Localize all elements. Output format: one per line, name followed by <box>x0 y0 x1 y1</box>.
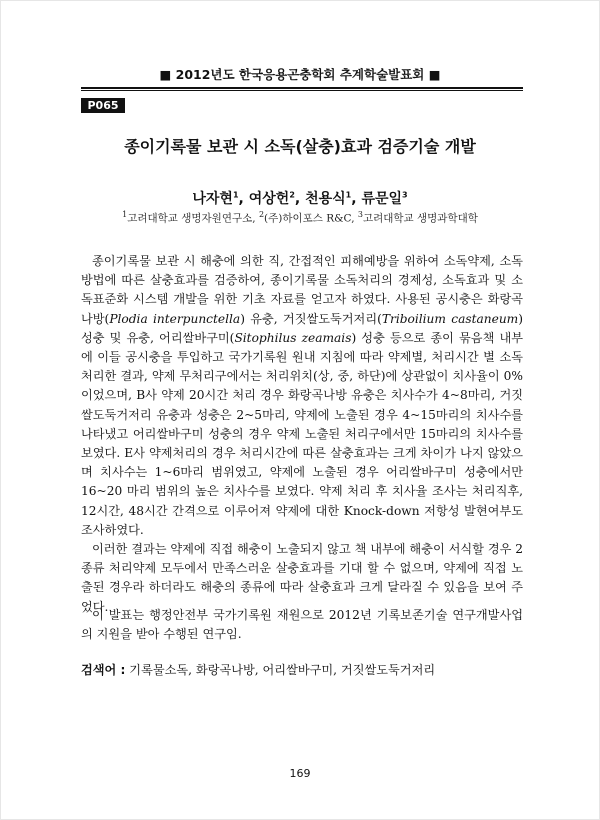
acknowledgment-text: 이 발표는 행정안전부 국가기록원 재원으로 2012년 기록보존기술 연구개발사업의 지원을 받아 수행된 연구임. <box>81 608 523 642</box>
keywords-text: 기록물소독, 화랑곡나방, 어리쌀바구미, 거짓쌀도둑거저리 <box>125 663 436 677</box>
conference-header: ■ 2012년도 한국응용곤충학회 추계학술발표회 ■ <box>159 67 441 82</box>
affiliation-mark: 1 <box>122 210 128 219</box>
paper-title: 종이기록물 보관 시 소독(살충)효과 검증기술 개발 <box>124 137 476 156</box>
header-rule <box>81 87 523 89</box>
abstract-text: ) 성충 등으로 종이 묶음책 내부에 이들 공시충을 투입하고 국가기록원 원내 지침에 따라 약제별, 처리시간 별 소독처리한 결과, 약제 무처리구에서는 처리위치(상, 중, 하단)에 상관없이 치사율이 0% 이었으며, B사 약제 20시간 처리 경우 화랑곡나방 유충은 치사수가 4~8마리, 거짓쌀도둑거저리 유충과 성충은 2~5마리, 약제에 노출된 경우 4~15마리의 치사수를 나타냈고 어리쌀바구미 성충의 경우 약제 노출된 처리구에서만 15마리의 치사수를 보였다. E사 약제처리의 경우 처리시간에 따른 살충효과는 크게 차이가 나지 않았으며 치사수는 1~6마리 범위였고, 약제에 노출된 경우 어리쌀바구미 성충에서만 16~20 마리 범위의 높은 치사수를 보였다. 약제 처리 후 치사율 조사는 처리직후, 12시간, 48시간 간격으로 이루어져 약제에 대한 Knock-down 저항성 발현여부도 조사하였다. <box>81 330 523 537</box>
author-affiliation-mark: 2 <box>289 190 295 200</box>
keywords-label: 검색어 : <box>81 663 126 677</box>
abstract-text: 종이기록물 보관 시 해충에 의한 직, 간접적인 피해예방을 위하여 소독약제, 소독방법에 따른 살충효과를 검증하여, 종이기록물 소독처리의 경제성, 소독효과 및 소독표준화 시스템 개발을 위한 기초 자료를 얻고자 하였다. 사용된 공시충은 화랑곡나방( <box>81 254 523 326</box>
abstract-text: ) 성충 및 유충, 어리쌀바구미( <box>81 311 523 345</box>
species-name: Plodia interpunctella <box>109 311 241 326</box>
header-rule-thin <box>81 90 523 91</box>
author-name: 류문일 <box>361 191 403 207</box>
species-name: Sitophilus zeamais <box>234 330 352 345</box>
affiliation-text: (주)하이포스 R&C, <box>264 212 358 225</box>
affiliation-text: 고려대학교 생명자원연구소, <box>127 212 259 225</box>
author-affiliation-mark: 1 <box>345 190 352 200</box>
affiliations <box>1 210 599 226</box>
affiliation-text: 고려대학교 생명과학대학 <box>362 212 478 225</box>
author-list <box>1 188 599 208</box>
species-name: Triboilium castaneum <box>381 311 519 326</box>
keywords <box>81 661 523 680</box>
abstract-body <box>81 252 523 617</box>
abstract-paragraph: 이러한 결과는 약제에 직접 해충이 노출되지 않고 책 내부에 해충이 서식할 경우 2종류 처리약제 모두에서 만족스러운 살충효과를 기대 할 수 없으며, 약제에 직접 노출된 경우라 하더라도 해충의 종류에 따라 살충효과 크게 달라질 수 있음을 보여 주었다. <box>81 542 523 614</box>
author-separator: , <box>294 191 306 207</box>
author-affiliation-mark: 1 <box>232 190 239 200</box>
author-name: 나자현 <box>192 191 233 207</box>
author-name: 천용식 <box>305 191 346 207</box>
page-number: 169 <box>289 767 311 780</box>
paper-code-badge: P065 <box>81 98 125 113</box>
abstract-text: ) 유충, 거짓쌀도둑거저리( <box>240 311 382 326</box>
author-separator: , <box>351 191 362 207</box>
acknowledgment <box>81 606 523 644</box>
author-name: 여상헌 <box>248 191 290 207</box>
abstract-paragraph <box>81 252 523 540</box>
affiliation-mark: 3 <box>357 210 363 219</box>
author-separator: , <box>238 191 249 207</box>
author-affiliation-mark: 3 <box>402 190 408 200</box>
affiliation-mark: 2 <box>258 210 265 219</box>
